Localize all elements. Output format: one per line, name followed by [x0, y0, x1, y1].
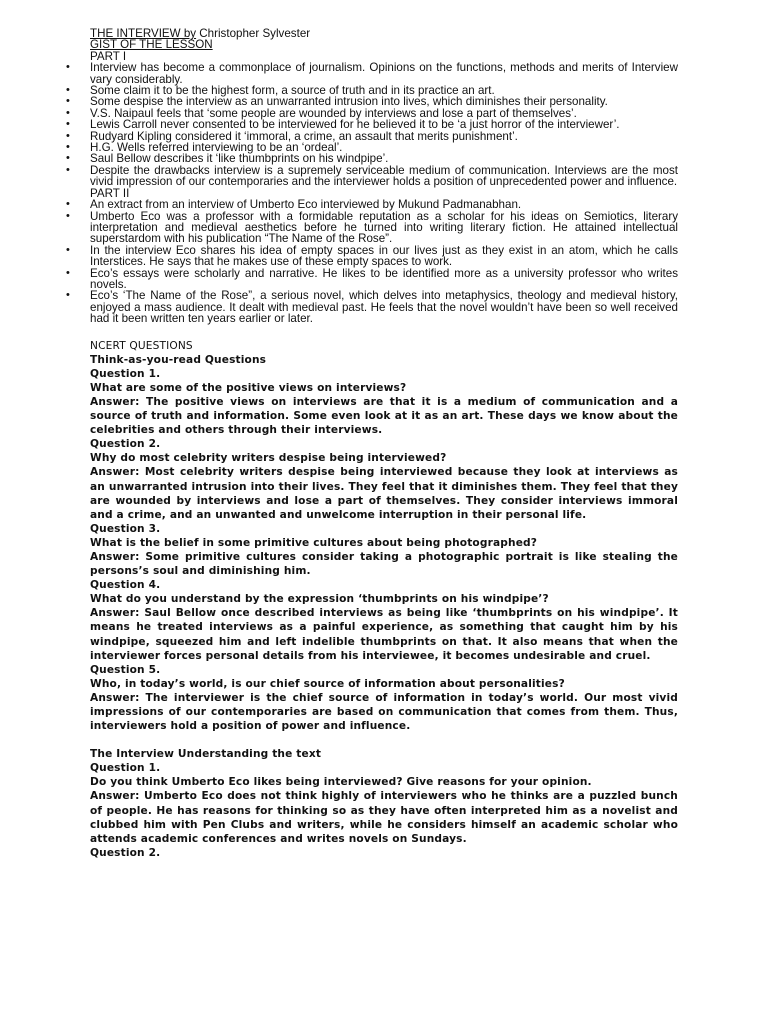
ncert-heading: NCERT QUESTIONS: [90, 339, 193, 352]
part2-heading: PART II: [90, 186, 130, 200]
bullet-item: • An extract from an interview of Umberto Eco interviewed by Mukund Padmanabhan.: [90, 199, 678, 210]
question-number: Question 5.: [90, 663, 161, 676]
answer-text: Answer: Umberto Eco does not think highly of interviewers who he thinks are a puzzled bunch of people. He has reasons for thinking so as they have often interpreted him as a novelist and clubbed him with Pen Clubs and writers, while he considers himself an academic scholar who attends academic conferences and writes novels on Sundays.: [90, 790, 678, 845]
think-heading: Think-as-you-read Questions: [90, 353, 267, 366]
bullet-item: • Eco’s ‘The Name of the Rose”, a serious novel, which delves into metaphysics, theology and medieval history, enjoyed a mass audience. It dealt with medieval past. He feels that the novel wouldn’t have been so well received had it been written ten years earlier or later.: [90, 290, 678, 324]
bullet-item: • In the interview Eco shares his idea of empty spaces in our lives just as they exist in an atom, which he calls Interstices. He says that he makes use of these empty spaces to work.: [90, 245, 678, 268]
question-text: What are some of the positive views on interviews?: [90, 381, 407, 394]
title-underlined: THE INTERVIEW by: [90, 27, 197, 40]
bullet-item: • Umberto Eco was a professor with a formidable reputation as a scholar for his ideas on Semiotics, literary interpretation and medieval aesthetics before he turned into writing literary fiction. He attained intellectual superstardom with his publication “The Name of the Rose”.: [90, 211, 678, 245]
part2-bullet-list: [90, 199, 678, 324]
document-page: [90, 28, 678, 860]
gist-section: [90, 28, 678, 325]
gist-heading: GIST OF THE LESSON: [90, 38, 213, 52]
question-number: Question 4.: [90, 579, 161, 592]
bullet-item: • Saul Bellow describes it ‘like thumbprints on his windpipe’.: [90, 153, 678, 164]
question-number: Question 2.: [90, 438, 161, 451]
answer-text: Answer: Most celebrity writers despise being interviewed because they look at interviews as an unwarranted intrusion into their lives. They feel that it diminishes them. They feel that they are wounded by interviews and lose a part of themselves. They consider interviews immoral and a crime, and an unwanted and unwelcome interruption in their personal life.: [90, 466, 678, 521]
answer-text: Answer: Saul Bellow once described interviews as being like ‘thumbprints on his windpipe’. It means he treated interviews as a painful experience, as something that caught him by his windpipe, squeezed him and left indelible thumbprints on that. It also means that when the interviewer forces personal details from his interviewee, it becomes undesirable and cruel.: [90, 607, 678, 662]
title-author: Christopher Sylvester: [196, 27, 311, 40]
bullet-item: • Rudyard Kipling considered it ‘immoral, a crime, an assault that merits punishment’.: [90, 131, 678, 142]
answer-text: Answer: The interviewer is the chief source of information in today’s world. Our most vivid impressions of our contemporaries are based on communication that comes from them. Thus, interviewers hold a position of power and influence.: [90, 691, 678, 733]
question-number: Question 1.: [90, 367, 161, 380]
question-text: Why do most celebrity writers despise being interviewed?: [90, 452, 447, 465]
bullet-item: • Some despise the interview as an unwarranted intrusion into lives, which diminishes their personality.: [90, 96, 678, 107]
question-text: What is the belief in some primitive cultures about being photographed?: [90, 536, 538, 549]
section-gap: [90, 733, 678, 747]
part1-heading: PART I: [90, 49, 127, 63]
question-text: Who, in today’s world, is our chief source of information about personalities?: [90, 677, 565, 690]
bullet-item: • Lewis Carroll never consented to be interviewed for he believed it to be ‘a just horror of the interviewer’.: [90, 119, 678, 130]
bullet-item: • H.G. Wells referred interviewing to be an ‘ordeal’.: [90, 142, 678, 153]
bullet-item: • Some claim it to be the highest form, a source of truth and in its practice an art.: [90, 85, 678, 96]
question-number: Question 2.: [90, 846, 161, 859]
bullet-item: • Interview has become a commonplace of journalism. Opinions on the functions, methods and merits of Interview vary considerably.: [90, 62, 678, 85]
question-number: Question 1.: [90, 762, 161, 775]
part1-bullet-list: [90, 62, 678, 187]
bullet-item: • V.S. Naipaul feels that ‘some people are wounded by interviews and lose a part of themselves’.: [90, 108, 678, 119]
answer-text: Answer: The positive views on interviews are that it is a medium of communication and a source of truth and information. Some even look at it as an art. These days we know about the celebrities and others through their interviews.: [90, 395, 678, 437]
bullet-item: • Eco’s essays were scholarly and narrative. He likes to be identified more as a university professor who writes novels.: [90, 268, 678, 291]
ncert-section: [90, 339, 678, 860]
question-text: Do you think Umberto Eco likes being interviewed? Give reasons for your opinion.: [90, 776, 592, 789]
bullet-item: • Despite the drawbacks interview is a supremely serviceable medium of communication. Interviews are the most vivid impression of our contemporaries and the interviewer holds a position of unprecedented power and influence.: [90, 165, 678, 188]
question-text: What do you understand by the expression ‘thumbprints on his windpipe’?: [90, 593, 549, 606]
answer-text: Answer: Some primitive cultures consider taking a photographic portrait is like stealing the persons’s soul and diminishing him.: [90, 550, 678, 578]
question-number: Question 3.: [90, 522, 161, 535]
understanding-heading: The Interview Understanding the text: [90, 748, 322, 761]
